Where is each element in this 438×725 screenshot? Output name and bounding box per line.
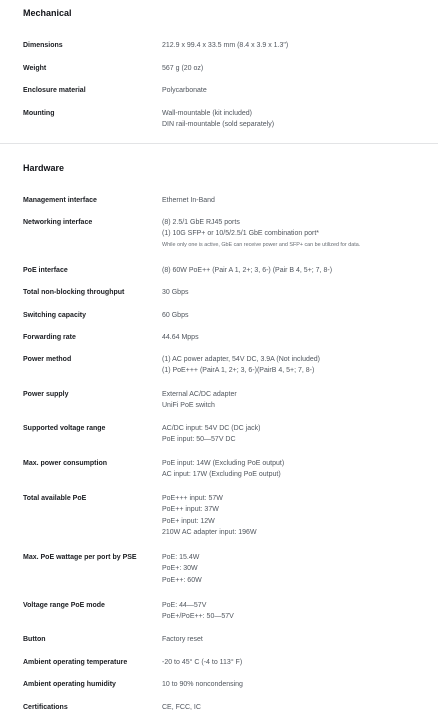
spec-value-line: PoE input: 50—57V DC: [162, 436, 236, 444]
spec-value-line: PoE+ input: 12W: [162, 517, 215, 525]
spec-label: Enclosure material: [23, 87, 86, 94]
spec-value: [162, 458, 432, 481]
spec-footnote: While only one is active, GbE can receive power and SFP+ can be utilized for data.: [162, 241, 361, 248]
spec-label: Weight: [23, 65, 47, 72]
spec-value: [162, 679, 432, 690]
spec-label: Power method: [23, 356, 72, 363]
spec-value: [162, 310, 432, 321]
spec-value-line: (1) PoE+++ (PairA 1, 2+; 3, 6-)(PairB 4, 5+; 7, 8-): [162, 367, 315, 375]
spec-label: Mounting: [23, 110, 55, 117]
section-title-mechanical: Mechanical: [23, 8, 72, 18]
spec-value-line: UniFi PoE switch: [162, 402, 215, 410]
spec-value-line: -20 to 45° C (-4 to 113° F): [162, 659, 243, 666]
spec-value: [162, 40, 432, 51]
spec-label: Button: [23, 636, 46, 643]
spec-value: [162, 634, 432, 645]
spec-label: Management interface: [23, 197, 97, 204]
spec-label: Networking interface: [23, 219, 93, 226]
spec-value-line: (1) AC power adapter, 54V DC, 3.9A (Not included): [162, 356, 320, 363]
spec-value-line: Polycarbonate: [162, 87, 207, 94]
spec-label: Switching capacity: [23, 312, 87, 319]
spec-value: [162, 702, 432, 713]
spec-label: Certifications: [23, 704, 68, 711]
spec-value-line: External AC/DC adapter: [162, 391, 237, 398]
spec-value-line: 44.64 Mpps: [162, 334, 199, 341]
spec-value: [162, 217, 432, 250]
spec-label: Max. power consumption: [23, 460, 108, 467]
spec-value: [162, 332, 432, 343]
spec-label: Forwarding rate: [23, 334, 76, 341]
spec-value-line: 212.9 x 99.4 x 33.5 mm (8.4 x 3.9 x 1.3"): [162, 42, 289, 49]
spec-value: [162, 287, 432, 298]
spec-value-line: (8) 60W PoE++ (Pair A 1, 2+; 3, 6-) (Pair B 4, 5+; 7, 8-): [162, 267, 333, 274]
spec-value: [162, 85, 432, 96]
spec-label: Total non-blocking throughput: [23, 289, 125, 296]
spec-value: [162, 63, 432, 74]
spec-value-line: PoE+/PoE++: 50—57V: [162, 613, 234, 621]
spec-value: [162, 265, 432, 276]
spec-value: [162, 354, 432, 377]
spec-label: Ambient operating temperature: [23, 659, 128, 666]
spec-value-line: AC/DC input: 54V DC (DC jack): [162, 425, 261, 432]
spec-value-line: PoE input: 14W (Excluding PoE output): [162, 460, 285, 467]
spec-label: Ambient operating humidity: [23, 681, 116, 688]
spec-value-line: 60 Gbps: [162, 312, 189, 319]
spec-value-line: DIN rail-mountable (sold separately): [162, 121, 275, 129]
spec-value-line: PoE++ input: 37W: [162, 506, 219, 514]
spec-value-line: CE, FCC, IC: [162, 704, 201, 711]
spec-value: [162, 195, 432, 206]
spec-value: [162, 389, 432, 412]
spec-label: PoE interface: [23, 267, 68, 274]
spec-label: Max. PoE wattage per port by PSE: [23, 554, 137, 561]
spec-value-line: PoE+++ input: 57W: [162, 495, 223, 502]
spec-value-line: (1) 10G SFP+ or 10/5/2.5/1 GbE combination port*: [162, 230, 320, 238]
spec-value: [162, 493, 432, 539]
spec-value-line: PoE: 15.4W: [162, 554, 200, 561]
spec-value: [162, 600, 432, 623]
spec-label: Dimensions: [23, 42, 63, 49]
spec-value-line: 30 Gbps: [162, 289, 189, 296]
spec-value-line: 210W AC adapter input: 196W: [162, 529, 257, 537]
spec-label: Power supply: [23, 391, 69, 398]
spec-value-line: Wall-mountable (kit included): [162, 110, 252, 117]
spec-value-line: PoE+: 30W: [162, 565, 198, 573]
spec-value: [162, 552, 432, 586]
spec-value: [162, 657, 432, 668]
spec-value: [162, 108, 432, 131]
section-title-hardware: Hardware: [23, 163, 65, 173]
spec-value-line: (8) 2.5/1 GbE RJ45 ports: [162, 219, 240, 226]
spec-value: [162, 423, 432, 446]
spec-label: Voltage range PoE mode: [23, 602, 105, 609]
spec-value-line: PoE: 44—57V: [162, 602, 207, 609]
spec-value-line: 567 g (20 oz): [162, 65, 204, 72]
spec-label: Total available PoE: [23, 495, 87, 502]
spec-value-line: PoE++: 60W: [162, 576, 202, 584]
spec-value-line: Ethernet In-Band: [162, 197, 215, 204]
spec-value-line: AC input: 17W (Excluding PoE output): [162, 471, 281, 479]
spec-value-line: Factory reset: [162, 636, 203, 643]
spec-label: Supported voltage range: [23, 425, 106, 432]
section-divider: [0, 143, 438, 144]
spec-value-line: 10 to 90% noncondensing: [162, 681, 243, 688]
